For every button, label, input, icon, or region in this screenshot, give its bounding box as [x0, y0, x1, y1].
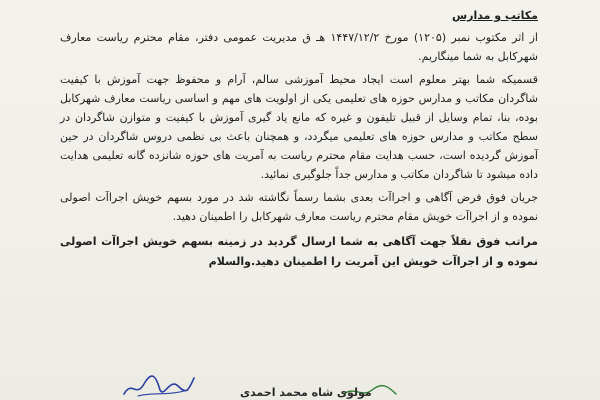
paragraph-reference: از اثر مکتوب نمبر (۱۲۰۵) مورخ ۱۴۴۷/۱۲/۲ هـ ق مدیریت عمومی دفتر، مقام محترم ریاست معارف شهرکابل به شما مینگاریم.: [60, 31, 538, 63]
handwritten-signature: [118, 372, 198, 400]
letter-body: [60, 8, 538, 275]
paragraph-directive: قسمیکه شما بهتر معلوم است ایجاد محیط آموزشی سالم، آرام و محفوظ جهت آموزش با کیفیت شاگردان مکاتب و مدارس حوزه های تعلیمی یکی از اولویت های مهم و اساسی ریاست معارف شهرکابل بوده، بنا، تمام وسایل از قبیل تلیفون و غیره که مانع یاد گیری آموزش با کیفیت و متوازن شاگردان در سطح مکاتب و مدارس حوزه های تعلیمی میگردد، و همچنان باعث بی نظمی دروس شاگردان در حین آموزش گردیده است، حسب هدایت مقام محترم ریاست به آمریت های حوزه شانزده گانه تعلیمی هدایت داده میشود تا شاگردان مکاتب و مدارس جداً جلوگیری نمائید.: [60, 73, 538, 181]
letter-heading: مکاتب و مدارس: [451, 9, 538, 22]
signer-name: مولوی شاه محمد احمدی: [240, 386, 372, 399]
paragraph-instruction: جریان فوق فرض آگاهی و اجراآت بعدی بشما رسماً نگاشته شد در مورد بسهم خویش اجراآت اصولی نموده و از اجراآت خویش مقام محترم ریاست معارف شهرکابل را اطمینان دهید.: [60, 191, 538, 223]
paragraph-closing: مراتب فوق نقلاً جهت آگاهی به شما ارسال گردید در زمینه بسهم خویش اجراآت اصولی نموده و از اجراآت خویش این آمریت را اطمینان دهید.والسلام: [60, 235, 538, 268]
